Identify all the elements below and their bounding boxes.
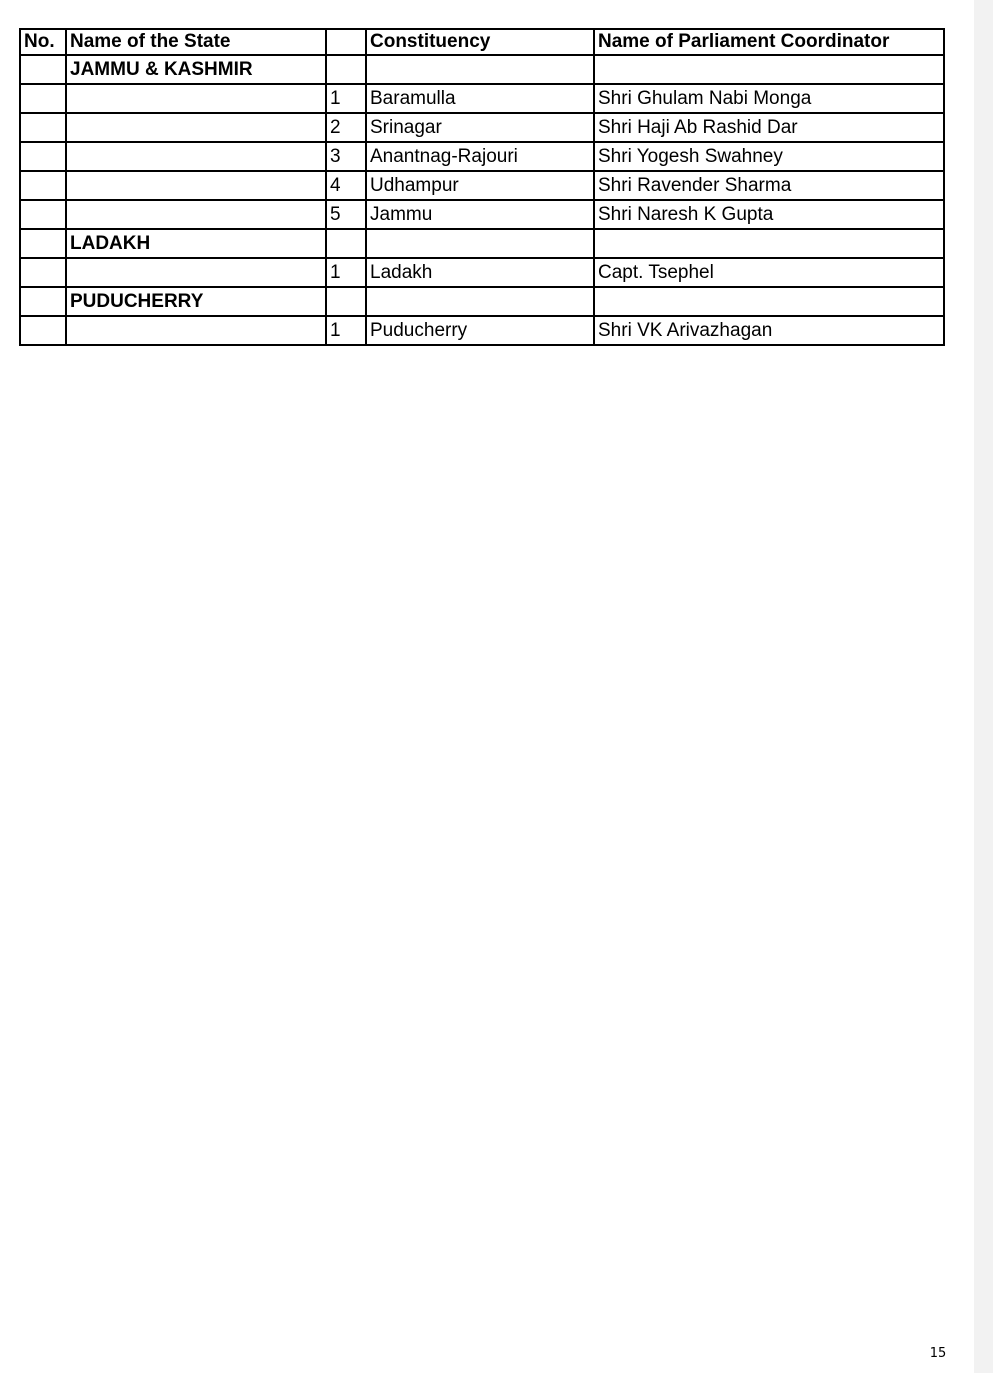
state-name: PUDUCHERRY <box>66 287 326 316</box>
cell-coordinator: Capt. Tsephel <box>594 258 944 287</box>
cell-coordinator <box>594 287 944 316</box>
cell-state <box>66 171 326 200</box>
cell-state <box>66 316 326 345</box>
cell-index: 1 <box>326 316 366 345</box>
state-row <box>20 229 944 258</box>
cell-constituency: Jammu <box>366 200 594 229</box>
table-header-row <box>20 29 944 55</box>
cell-index: 5 <box>326 200 366 229</box>
cell-state <box>66 258 326 287</box>
header-coordinator: Name of Parliament Coordinator <box>594 29 944 55</box>
cell-coordinator <box>594 229 944 258</box>
cell-coordinator: Shri Naresh K Gupta <box>594 200 944 229</box>
cell-constituency: Anantnag-Rajouri <box>366 142 594 171</box>
cell-coordinator <box>594 55 944 84</box>
cell-coordinator: Shri VK Arivazhagan <box>594 316 944 345</box>
state-name: JAMMU & KASHMIR <box>66 55 326 84</box>
table-row <box>20 113 944 142</box>
cell-index: 3 <box>326 142 366 171</box>
coordinator-table <box>19 28 945 346</box>
header-no: No. <box>20 29 66 55</box>
cell-state <box>66 84 326 113</box>
cell-coordinator: Shri Ravender Sharma <box>594 171 944 200</box>
cell-index: 1 <box>326 84 366 113</box>
state-name: LADAKH <box>66 229 326 258</box>
cell-constituency: Ladakh <box>366 258 594 287</box>
cell-no <box>20 142 66 171</box>
cell-constituency: Baramulla <box>366 84 594 113</box>
cell-state <box>66 113 326 142</box>
cell-no <box>20 113 66 142</box>
cell-no <box>20 200 66 229</box>
cell-coordinator: Shri Yogesh Swahney <box>594 142 944 171</box>
cell-state <box>66 142 326 171</box>
cell-index: 1 <box>326 258 366 287</box>
cell-constituency: Udhampur <box>366 171 594 200</box>
state-row <box>20 55 944 84</box>
cell-no <box>20 171 66 200</box>
cell-constituency: Srinagar <box>366 113 594 142</box>
table-row <box>20 84 944 113</box>
table-row <box>20 142 944 171</box>
cell-no <box>20 229 66 258</box>
cell-state <box>66 200 326 229</box>
state-row <box>20 287 944 316</box>
cell-constituency <box>366 287 594 316</box>
cell-index: 4 <box>326 171 366 200</box>
cell-no <box>20 316 66 345</box>
cell-index <box>326 287 366 316</box>
header-state: Name of the State <box>66 29 326 55</box>
header-index <box>326 29 366 55</box>
cell-constituency <box>366 229 594 258</box>
cell-no <box>20 287 66 316</box>
cell-no <box>20 55 66 84</box>
cell-constituency <box>366 55 594 84</box>
table-row <box>20 200 944 229</box>
cell-coordinator: Shri Ghulam Nabi Monga <box>594 84 944 113</box>
table-row <box>20 171 944 200</box>
cell-no <box>20 258 66 287</box>
table-row <box>20 258 944 287</box>
header-constituency: Constituency <box>366 29 594 55</box>
cell-constituency: Puducherry <box>366 316 594 345</box>
table-row <box>20 316 944 345</box>
cell-index <box>326 55 366 84</box>
page-number: 15 <box>929 1346 947 1361</box>
cell-index <box>326 229 366 258</box>
cell-index: 2 <box>326 113 366 142</box>
cell-no <box>20 84 66 113</box>
cell-coordinator: Shri Haji Ab Rashid Dar <box>594 113 944 142</box>
